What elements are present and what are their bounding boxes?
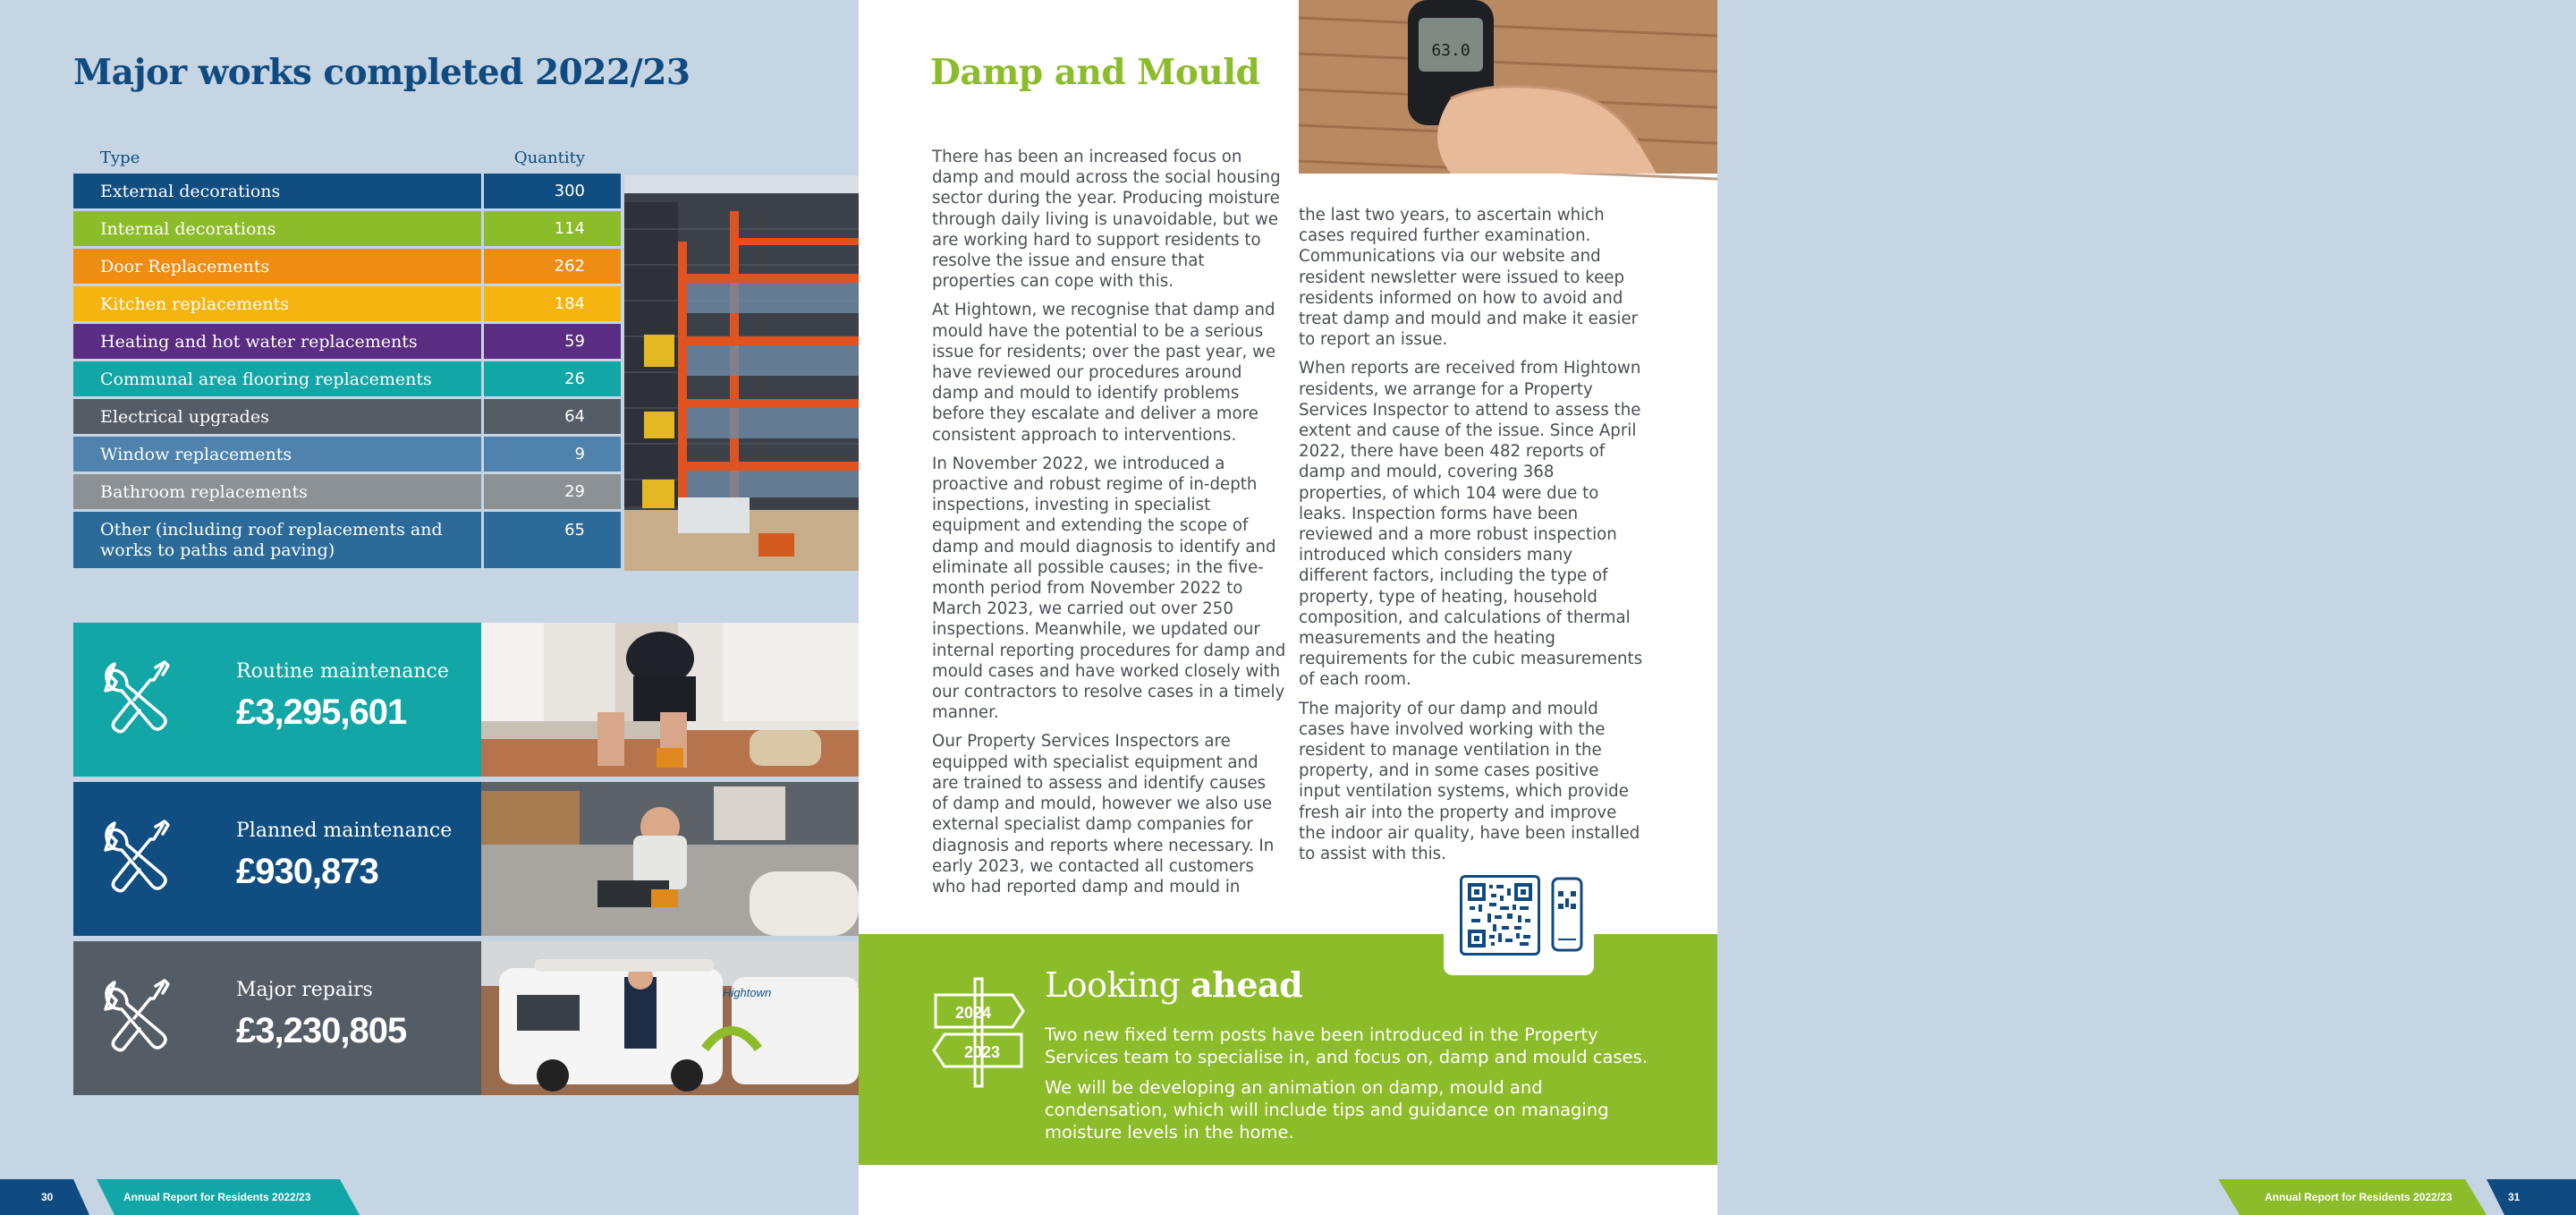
heading-light: Looking <box>1045 965 1181 1005</box>
building-photo <box>624 175 859 571</box>
row-type: External decorations <box>73 174 481 208</box>
qr-card <box>1444 861 1594 975</box>
stat-block <box>73 941 481 1095</box>
header-type: Type <box>100 148 140 167</box>
page-title: Major works completed 2022/23 <box>73 52 691 93</box>
paragraph: the last two years, to ascertain which cases required further examination. Communications via our website and resident newsletter were issued to keep residents informed on how to avoid and treat damp and mould and make it easier to report an issue. <box>1299 206 1639 350</box>
stat-label: Major repairs <box>236 979 373 1001</box>
stat-block <box>73 623 481 777</box>
table-row <box>73 399 621 434</box>
table-header <box>73 141 621 174</box>
row-type: Window replacements <box>73 437 481 472</box>
stat-value: £3,230,805 <box>236 1011 407 1050</box>
row-type: Electrical upgrades <box>73 399 481 434</box>
row-quantity: 114 <box>484 211 621 246</box>
table-row <box>73 437 621 472</box>
damp-text-column-2 <box>1299 205 1644 872</box>
paragraph: When reports are received from Hightown residents, we arrange for a Property Services Inspector to attend to assess the extent and cause of the issue. Since April 2022, there have been 482 reports of damp and mould, covering 368 properties, of which 104 were due to leaks. Inspection forms have been reviewed and a more robust inspection introduced which considers many different factors, including the type of property, type of heating, household composition, and calculations of thermal measurements and the heating requirements for the cubic measurements of each room. <box>1299 359 1643 690</box>
section-title: Damp and Mould <box>930 52 1260 93</box>
row-quantity: 184 <box>484 286 621 321</box>
paragraph: We will be developing an animation on damp, mould and condensation, which will include tips and guidance on managing moisture levels in the home. <box>1045 1077 1609 1143</box>
table-row <box>73 286 621 321</box>
row-quantity: 300 <box>484 174 621 208</box>
table-row <box>73 474 621 509</box>
sign-year-top: 2024 <box>954 1004 992 1022</box>
right-page <box>859 0 2521 1215</box>
signpost-icon <box>930 979 1027 1086</box>
stat-label: Routine maintenance <box>236 660 449 683</box>
row-type: Bathroom replacements <box>73 474 481 509</box>
van-text: Hightown <box>723 986 772 999</box>
row-type: Heating and hot water replacements <box>73 324 481 359</box>
moisture-meter-photo <box>1299 0 1717 174</box>
planned-maintenance-photo <box>481 782 859 936</box>
paragraph: At Hightown, we recognise that damp and mould have the potential to be a serious issue for residents; over the past year, we have reviewed our procedures around damp and mould to identify problems before they escalate and deliver a more consistent approach to interventions. <box>932 301 1276 445</box>
paragraph: Our Property Services Inspectors are equipped with specialist equipment and are trained to assess and identify causes of damp and mould, however we also use external specialist damp companies for diagnosis and reports where necessary. In early 2023, we contacted all customers who had reported damp and mould in <box>932 732 1275 896</box>
paragraph: There has been an increased focus on damp and mould across the social housing sector during the year. Producing moisture through daily living is unavoidable, but we are working hard to support residents to resolve the issue and ensure that properties can cope with this. <box>932 148 1281 292</box>
table-row <box>73 211 621 246</box>
major-works-table <box>73 141 621 571</box>
row-type: Internal decorations <box>73 211 481 246</box>
row-quantity: 65 <box>484 512 621 568</box>
row-quantity: 26 <box>484 361 621 396</box>
row-quantity: 9 <box>484 437 621 472</box>
heading-bold: ahead <box>1191 964 1303 1005</box>
row-type: Door Replacements <box>73 249 481 284</box>
header-quantity: Quantity <box>513 148 585 167</box>
table-row <box>73 512 621 568</box>
stat-value: £3,295,601 <box>236 692 407 732</box>
phone-icon <box>1551 877 1583 952</box>
looking-ahead-heading <box>1045 964 1302 1005</box>
paragraph: In November 2022, we introduced a proactive and robust regime of in-depth inspections, investing in specialist equipment and extending the scope of damp and mould diagnosis to identify and eliminate all possible causes; in the five-month period from November 2022 to March 2023, we carried out over 250 inspections. Meanwhile, we updated our internal reporting procedures for damp and mould cases and have worked closely with our contractors to resolve cases in a timely manner. <box>932 454 1286 723</box>
row-quantity: 64 <box>484 399 621 434</box>
footer-text: Annual Report for Residents 2022/23 <box>123 1191 311 1203</box>
stat-label: Planned maintenance <box>236 820 453 842</box>
row-quantity: 29 <box>484 474 621 509</box>
damp-text-column-1 <box>932 147 1286 905</box>
table-row <box>73 174 621 208</box>
meter-reading: 63.0 <box>1431 41 1470 60</box>
wrench-screwdriver-icon <box>102 818 172 900</box>
paragraph: Two new fixed term posts have been introduced in the Property Services team to specialise in, and focus on, damp and mould cases. <box>1045 1024 1648 1067</box>
page-number: 30 <box>41 1191 54 1203</box>
wrench-screwdriver-icon <box>102 658 172 741</box>
looking-ahead-text <box>1045 1024 1671 1151</box>
row-quantity: 262 <box>484 249 621 284</box>
paragraph: The majority of our damp and mould cases have involved working with the resident to manage ventilation in the property, and in some cases positive input ventilation systems, which provide fresh air into the property and improve the indoor air quality, have been installed to assist with this. <box>1299 699 1640 864</box>
left-page <box>0 0 859 1215</box>
footer-right <box>1717 1179 2576 1215</box>
qr-code[interactable] <box>1460 875 1540 956</box>
routine-maintenance-photo <box>481 623 859 777</box>
footer-text: Annual Report for Residents 2022/23 <box>2265 1191 2453 1203</box>
sign-year-bottom: 2023 <box>963 1043 1001 1061</box>
wrench-screwdriver-icon <box>102 977 172 1059</box>
page-number: 31 <box>2508 1191 2521 1203</box>
row-type: Kitchen replacements <box>73 286 481 321</box>
table-row <box>73 361 621 396</box>
row-quantity: 59 <box>484 324 621 359</box>
stat-block <box>73 782 481 936</box>
major-repairs-photo <box>481 941 859 1095</box>
row-type: Other (including roof replacements and works to paths and paving) <box>73 512 481 568</box>
table-row <box>73 249 621 284</box>
stat-value: £930,873 <box>236 852 378 891</box>
table-row <box>73 324 621 359</box>
footer-left <box>0 1179 859 1215</box>
row-type: Communal area flooring replacements <box>73 361 481 396</box>
